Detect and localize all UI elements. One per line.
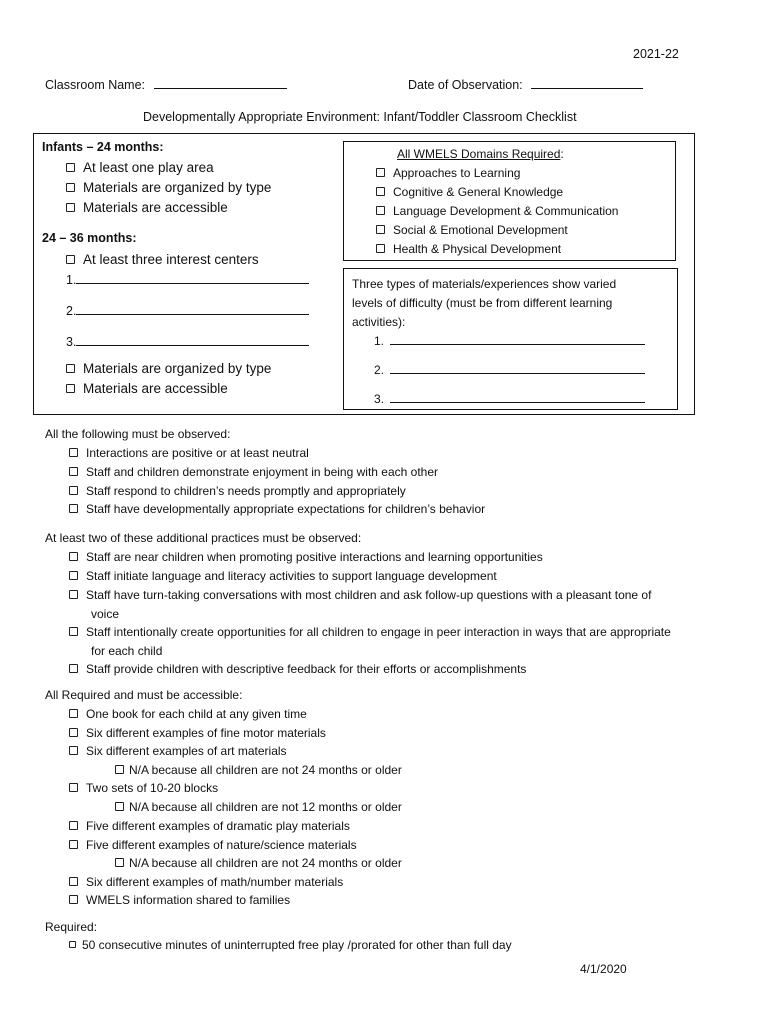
- additional-item[interactable]: Staff intentionally create opportunities for all children to engage in peer interaction in ways that are appropriate: [69, 625, 671, 639]
- toddlers-heading: 24 – 36 months:: [42, 231, 137, 245]
- wmels-item[interactable]: Cognitive & General Knowledge: [376, 185, 563, 199]
- checkbox[interactable]: [66, 203, 75, 212]
- na-item[interactable]: N/A because all children are not 12 months or older: [115, 800, 402, 814]
- wmels-item[interactable]: Approaches to Learning: [376, 166, 520, 180]
- classroom-name-label: Classroom Name:: [45, 78, 146, 92]
- required-heading: Required:: [45, 920, 98, 934]
- toddlers-item[interactable]: At least three interest centers: [66, 252, 259, 267]
- observed-item[interactable]: Staff respond to children’s needs promptly and appropriately: [69, 484, 406, 498]
- accessible-heading: All Required and must be accessible:: [45, 688, 243, 702]
- accessible-item[interactable]: Six different examples of art materials: [69, 744, 287, 758]
- required-item[interactable]: 50 consecutive minutes of uninterrupted free play /prorated for other than full day: [69, 938, 512, 952]
- checkbox[interactable]: [69, 448, 78, 457]
- accessible-item[interactable]: Five different examples of dramatic play materials: [69, 819, 350, 833]
- checkbox[interactable]: [69, 552, 78, 561]
- checkbox[interactable]: [69, 504, 78, 513]
- additional-item[interactable]: Staff have turn-taking conversations with most children and ask follow-up questions with a pleasant tone of: [69, 588, 651, 602]
- checkbox[interactable]: [69, 627, 78, 636]
- additional-item[interactable]: Staff initiate language and literacy activities to support language development: [69, 569, 497, 583]
- infants-item[interactable]: Materials are organized by type: [66, 180, 271, 195]
- toddlers-item[interactable]: Materials are organized by type: [66, 361, 271, 376]
- infants-item[interactable]: At least one play area: [66, 160, 214, 175]
- materials-text-line: levels of difficulty (must be from different learning: [352, 296, 613, 310]
- additional-item-continuation: voice: [91, 607, 120, 621]
- materials-blank[interactable]: 3.: [374, 392, 645, 406]
- checkbox[interactable]: [376, 187, 385, 196]
- date-of-observation-label: Date of Observation:: [408, 78, 523, 92]
- checkbox[interactable]: [66, 163, 75, 172]
- page-title: Developmentally Appropriate Environment: Infant/Toddler Classroom Checklist: [143, 110, 577, 124]
- classroom-name-line[interactable]: [154, 88, 287, 89]
- checkbox[interactable]: [376, 225, 385, 234]
- infants-item[interactable]: Materials are accessible: [66, 200, 228, 215]
- checkbox[interactable]: [66, 255, 75, 264]
- infants-heading: Infants – 24 months:: [42, 140, 164, 154]
- additional-heading: At least two of these additional practices must be observed:: [45, 531, 362, 545]
- interest-center-blank[interactable]: 3.: [66, 335, 309, 349]
- checkbox[interactable]: [66, 384, 75, 393]
- materials-blank[interactable]: 2.: [374, 363, 645, 377]
- toddlers-item[interactable]: Materials are accessible: [66, 381, 228, 396]
- date-of-observation-field[interactable]: [408, 78, 643, 92]
- checkbox[interactable]: [376, 244, 385, 253]
- observed-item[interactable]: Interactions are positive or at least neutral: [69, 446, 309, 460]
- year: 2021-22: [633, 47, 679, 61]
- checkbox[interactable]: [66, 364, 75, 373]
- checkbox[interactable]: [69, 840, 78, 849]
- observed-item[interactable]: Staff have developmentally appropriate expectations for children’s behavior: [69, 502, 485, 516]
- checkbox[interactable]: [115, 802, 124, 811]
- accessible-item[interactable]: One book for each child at any given time: [69, 707, 307, 721]
- interest-center-blank[interactable]: 1.: [66, 273, 309, 287]
- wmels-item[interactable]: Health & Physical Development: [376, 242, 561, 256]
- wmels-heading: All WMELS Domains Required:: [397, 147, 564, 161]
- checkbox[interactable]: [69, 746, 78, 755]
- checkbox[interactable]: [69, 709, 78, 718]
- checkbox[interactable]: [69, 941, 76, 948]
- checkbox[interactable]: [69, 467, 78, 476]
- checkbox[interactable]: [69, 486, 78, 495]
- materials-text-line: Three types of materials/experiences show varied: [352, 277, 617, 291]
- footer-date: 4/1/2020: [580, 962, 627, 976]
- na-item[interactable]: N/A because all children are not 24 months or older: [115, 856, 402, 870]
- observed-heading: All the following must be observed:: [45, 427, 231, 441]
- checkbox[interactable]: [69, 783, 78, 792]
- checkbox[interactable]: [66, 183, 75, 192]
- date-of-observation-line[interactable]: [531, 88, 643, 89]
- checkbox[interactable]: [69, 571, 78, 580]
- accessible-item[interactable]: Six different examples of fine motor materials: [69, 726, 326, 740]
- additional-item[interactable]: Staff provide children with descriptive feedback for their efforts or accomplishments: [69, 662, 526, 676]
- checkbox[interactable]: [115, 765, 124, 774]
- accessible-item[interactable]: WMELS information shared to families: [69, 893, 290, 907]
- accessible-item[interactable]: Five different examples of nature/science materials: [69, 838, 357, 852]
- additional-item[interactable]: Staff are near children when promoting positive interactions and learning opportunities: [69, 550, 543, 564]
- checkbox[interactable]: [69, 821, 78, 830]
- accessible-item[interactable]: Two sets of 10-20 blocks: [69, 781, 218, 795]
- checkbox[interactable]: [69, 895, 78, 904]
- additional-item-continuation: for each child: [91, 644, 163, 658]
- interest-center-blank[interactable]: 2.: [66, 304, 309, 318]
- wmels-item[interactable]: Language Development & Communication: [376, 204, 618, 218]
- accessible-item[interactable]: Six different examples of math/number materials: [69, 875, 343, 889]
- checkbox[interactable]: [115, 858, 124, 867]
- checkbox[interactable]: [376, 206, 385, 215]
- checkbox[interactable]: [69, 728, 78, 737]
- checkbox[interactable]: [376, 168, 385, 177]
- observed-item[interactable]: Staff and children demonstrate enjoyment in being with each other: [69, 465, 438, 479]
- checkbox[interactable]: [69, 664, 78, 673]
- materials-text-line: activities):: [352, 315, 406, 329]
- checkbox[interactable]: [69, 590, 78, 599]
- classroom-name-field[interactable]: [45, 78, 287, 92]
- na-item[interactable]: N/A because all children are not 24 months or older: [115, 763, 402, 777]
- checkbox[interactable]: [69, 877, 78, 886]
- materials-blank[interactable]: 1.: [374, 334, 645, 348]
- wmels-item[interactable]: Social & Emotional Development: [376, 223, 568, 237]
